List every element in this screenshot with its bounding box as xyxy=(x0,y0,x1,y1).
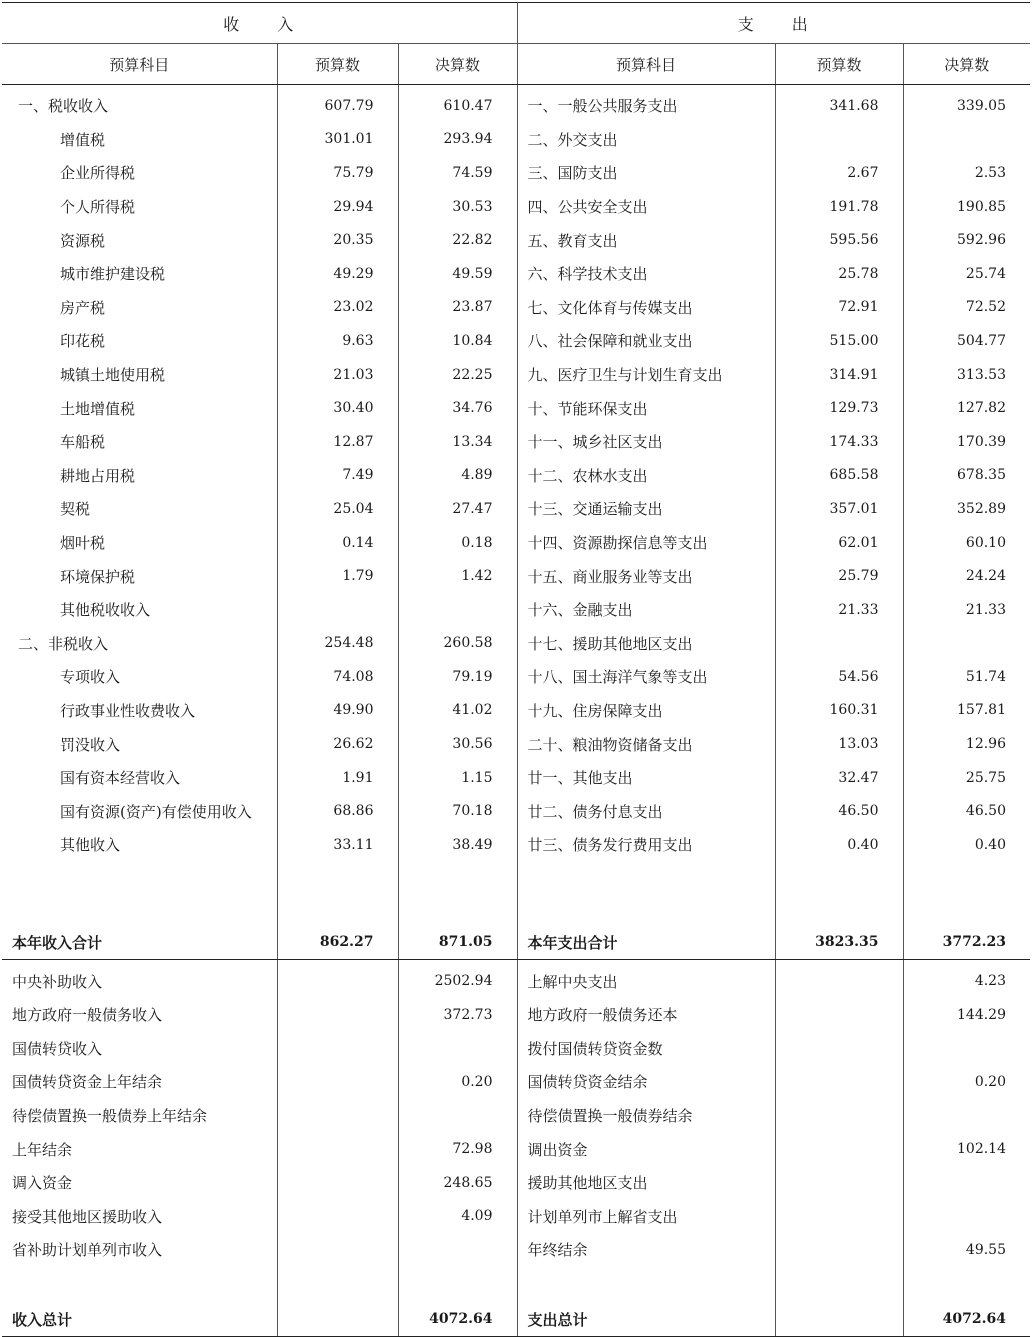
expense-item-label: 十五、商业服务业等支出 xyxy=(517,559,775,593)
income-budget-value: 26.62 xyxy=(277,727,398,761)
income-budget-value: 9.63 xyxy=(277,324,398,358)
table-row xyxy=(2,324,1030,358)
grand-income-total-final: 4072.64 xyxy=(398,1303,517,1337)
expense-final-value: 21.33 xyxy=(965,601,1006,618)
income-final-value: 22.25 xyxy=(398,358,517,392)
income-budget-value xyxy=(277,1031,398,1065)
income-group-header: 收 入 xyxy=(2,3,517,44)
income-item-label: 调入资金 xyxy=(2,1166,277,1200)
expense-budget-value xyxy=(775,1199,903,1233)
expense-budget-value xyxy=(775,1065,903,1099)
income-final-value: 30.53 xyxy=(398,190,517,224)
income-item-label: 增值税 xyxy=(2,123,277,157)
year-income-total-budget: 862.27 xyxy=(277,926,398,960)
expense-budget-value xyxy=(775,1166,903,1200)
expense-final-value: 102.14 xyxy=(957,1141,1006,1158)
expense-item-label: 上解中央支出 xyxy=(517,960,775,998)
expense-item-label: 一、一般公共服务支出 xyxy=(517,85,775,123)
income-budget-value xyxy=(277,593,398,627)
year-expense-total-budget: 3823.35 xyxy=(775,926,903,960)
table-row xyxy=(2,459,1030,493)
year-total-section xyxy=(2,862,1030,960)
expense-final-value xyxy=(903,1099,1030,1133)
table-row xyxy=(2,190,1030,224)
income-final-value: 38.49 xyxy=(398,828,517,862)
income-budget-value: 29.94 xyxy=(277,190,398,224)
table-row xyxy=(2,998,1030,1032)
expense-item-label: 调出资金 xyxy=(517,1132,775,1166)
expense-budget-value: 32.47 xyxy=(775,761,903,795)
expense-final-value: 51.74 xyxy=(965,668,1006,685)
income-final-value: 41.02 xyxy=(398,694,517,728)
expense-item-label: 十一、城乡社区支出 xyxy=(517,425,775,459)
expense-item-label: 十三、交通运输支出 xyxy=(517,492,775,526)
expense-budget-value xyxy=(775,123,903,157)
expense-item-label: 九、医疗卫生与计划生育支出 xyxy=(517,358,775,392)
expense-budget-value: 357.01 xyxy=(775,492,903,526)
income-final-value xyxy=(398,1031,517,1065)
table-row xyxy=(2,960,1030,998)
income-budget-value: 254.48 xyxy=(277,627,398,661)
year-income-total-label: 本年收入合计 xyxy=(2,926,277,960)
table-row xyxy=(2,1166,1030,1200)
expense-final-value: 190.85 xyxy=(957,198,1006,215)
table-row xyxy=(2,391,1030,425)
expense-item-label: 三、国防支出 xyxy=(517,156,775,190)
budget-table xyxy=(2,2,1030,1337)
expense-final-value xyxy=(903,1031,1030,1065)
grand-total-row xyxy=(2,1303,1030,1337)
income-budget-value: 74.08 xyxy=(277,660,398,694)
income-item-label: 国债转贷资金上年结余 xyxy=(2,1065,277,1099)
income-budget-value: 33.11 xyxy=(277,828,398,862)
income-item-label: 一、税收收入 xyxy=(2,85,277,123)
expense-budget-value: 515.00 xyxy=(775,324,903,358)
table-row xyxy=(2,123,1030,157)
expense-item-label: 十八、国土海洋气象等支出 xyxy=(517,660,775,694)
expense-budget-value xyxy=(775,1099,903,1133)
grand-total-section xyxy=(2,1267,1030,1337)
expense-item-label: 地方政府一般债务还本 xyxy=(517,998,775,1032)
income-final-value: 23.87 xyxy=(398,291,517,325)
income-budget-value: 0.14 xyxy=(277,526,398,560)
income-budget-header: 预算数 xyxy=(277,44,398,85)
income-final-value: 1.42 xyxy=(398,559,517,593)
expense-budget-value xyxy=(775,1031,903,1065)
income-final-value: 34.76 xyxy=(398,391,517,425)
income-budget-value: 23.02 xyxy=(277,291,398,325)
income-final-value: 260.58 xyxy=(398,627,517,661)
income-item-label: 烟叶税 xyxy=(2,526,277,560)
expense-item-label: 拨付国债转贷资金数 xyxy=(517,1031,775,1065)
table-row xyxy=(2,794,1030,828)
income-item-label: 国债转贷收入 xyxy=(2,1031,277,1065)
expense-budget-value xyxy=(775,1233,903,1267)
income-final-value xyxy=(398,593,517,627)
income-item-label: 其他税收收入 xyxy=(2,593,277,627)
table-row xyxy=(2,1031,1030,1065)
year-expense-total-final: 3772.23 xyxy=(903,926,1030,960)
table-row xyxy=(2,1065,1030,1099)
income-budget-value: 49.29 xyxy=(277,257,398,291)
expense-final-value: 12.96 xyxy=(965,736,1006,753)
income-final-value: 248.65 xyxy=(398,1166,517,1200)
income-budget-value xyxy=(277,1233,398,1267)
expense-budget-value: 174.33 xyxy=(775,425,903,459)
income-item-label: 房产税 xyxy=(2,291,277,325)
table-row xyxy=(2,627,1030,661)
income-final-value xyxy=(398,1233,517,1267)
table-row xyxy=(2,593,1030,627)
expense-final-value xyxy=(903,1166,1030,1200)
income-item-label: 耕地占用税 xyxy=(2,459,277,493)
income-budget-value: 607.79 xyxy=(277,85,398,123)
income-item-label: 上年结余 xyxy=(2,1132,277,1166)
table-row xyxy=(2,358,1030,392)
income-budget-value: 1.91 xyxy=(277,761,398,795)
expense-final-header: 决算数 xyxy=(903,44,1030,85)
table-row xyxy=(2,425,1030,459)
income-budget-value xyxy=(277,1065,398,1099)
expense-final-value: 4.23 xyxy=(974,973,1006,990)
expense-item-label: 八、社会保障和就业支出 xyxy=(517,324,775,358)
expense-final-value: 127.82 xyxy=(957,400,1006,417)
expense-final-value: 592.96 xyxy=(957,232,1006,249)
table-row xyxy=(2,1233,1030,1267)
expense-budget-value xyxy=(775,627,903,661)
income-item-label: 个人所得税 xyxy=(2,190,277,224)
expense-final-value: 24.24 xyxy=(965,568,1006,585)
income-item-label: 专项收入 xyxy=(2,660,277,694)
income-final-value: 74.59 xyxy=(398,156,517,190)
income-budget-value: 21.03 xyxy=(277,358,398,392)
income-final-value: 372.73 xyxy=(398,998,517,1032)
income-item-label: 企业所得税 xyxy=(2,156,277,190)
table-row xyxy=(2,559,1030,593)
table-row xyxy=(2,156,1030,190)
expense-budget-value: 2.67 xyxy=(775,156,903,190)
expense-item-label: 廿二、债务付息支出 xyxy=(517,794,775,828)
income-budget-value: 68.86 xyxy=(277,794,398,828)
expense-item-label: 国债转贷资金结余 xyxy=(517,1065,775,1099)
income-budget-value: 30.40 xyxy=(277,391,398,425)
expense-item-label: 待偿债置换一般债券结余 xyxy=(517,1099,775,1133)
expense-final-value: 46.50 xyxy=(965,803,1006,820)
income-item-label: 其他收入 xyxy=(2,828,277,862)
expense-budget-value: 25.79 xyxy=(775,559,903,593)
expense-final-value: 144.29 xyxy=(957,1006,1006,1023)
income-budget-value: 20.35 xyxy=(277,223,398,257)
grand-income-total-budget xyxy=(277,1303,398,1337)
income-item-label: 城市维护建设税 xyxy=(2,257,277,291)
expense-item-label: 十七、援助其他地区支出 xyxy=(517,627,775,661)
income-final-value: 27.47 xyxy=(398,492,517,526)
expense-final-value: 339.05 xyxy=(957,97,1006,114)
income-final-value: 10.84 xyxy=(398,324,517,358)
income-item-label: 中央补助收入 xyxy=(2,960,277,998)
table-row xyxy=(2,761,1030,795)
income-final-value: 49.59 xyxy=(398,257,517,291)
table-row xyxy=(2,727,1030,761)
income-item-label: 地方政府一般债务收入 xyxy=(2,998,277,1032)
grand-expense-total-label: 支出总计 xyxy=(517,1303,775,1337)
income-final-value: 0.18 xyxy=(398,526,517,560)
income-final-value: 79.19 xyxy=(398,660,517,694)
expense-item-label: 十二、农林水支出 xyxy=(517,459,775,493)
income-item-label: 罚没收入 xyxy=(2,727,277,761)
income-final-value: 0.20 xyxy=(398,1065,517,1099)
expense-final-value xyxy=(903,627,1030,661)
income-final-value: 610.47 xyxy=(398,85,517,123)
expense-final-value: 504.77 xyxy=(957,332,1006,349)
expense-budget-value: 0.40 xyxy=(775,828,903,862)
income-item-label: 城镇土地使用税 xyxy=(2,358,277,392)
expense-budget-value: 54.56 xyxy=(775,660,903,694)
expense-budget-value: 72.91 xyxy=(775,291,903,325)
expense-item-label: 七、文化体育与传媒支出 xyxy=(517,291,775,325)
grand-expense-total-final: 4072.64 xyxy=(903,1303,1030,1337)
income-budget-value xyxy=(277,960,398,998)
expense-final-value: 0.20 xyxy=(974,1073,1006,1090)
income-item-label: 国有资本经营收入 xyxy=(2,761,277,795)
expense-item-label: 廿三、债务发行费用支出 xyxy=(517,828,775,862)
expense-budget-header: 预算数 xyxy=(775,44,903,85)
income-final-value: 22.82 xyxy=(398,223,517,257)
income-final-value: 4.09 xyxy=(398,1199,517,1233)
income-item-label: 车船税 xyxy=(2,425,277,459)
income-item-label: 印花税 xyxy=(2,324,277,358)
income-item-label: 省补助计划单列市收入 xyxy=(2,1233,277,1267)
expense-item-label: 十、节能环保支出 xyxy=(517,391,775,425)
income-budget-value xyxy=(277,998,398,1032)
expense-budget-value: 62.01 xyxy=(775,526,903,560)
spacer-row xyxy=(2,862,1030,926)
expense-budget-value: 129.73 xyxy=(775,391,903,425)
expense-final-value: 2.53 xyxy=(974,164,1006,181)
expense-final-value xyxy=(903,123,1030,157)
expense-final-value: 25.74 xyxy=(965,265,1006,282)
table-row xyxy=(2,492,1030,526)
expense-item-label: 年终结余 xyxy=(517,1233,775,1267)
income-budget-value: 12.87 xyxy=(277,425,398,459)
income-final-value: 70.18 xyxy=(398,794,517,828)
table-row xyxy=(2,1132,1030,1166)
table-row xyxy=(2,85,1030,123)
table-row xyxy=(2,694,1030,728)
table-row xyxy=(2,660,1030,694)
income-item-header: 预算科目 xyxy=(2,44,277,85)
income-final-value: 4.89 xyxy=(398,459,517,493)
spacer-row xyxy=(2,1267,1030,1303)
table-row xyxy=(2,223,1030,257)
column-header-row xyxy=(2,44,1030,85)
income-item-label: 行政事业性收费收入 xyxy=(2,694,277,728)
expense-final-value: 313.53 xyxy=(957,366,1006,383)
expense-budget-value: 595.56 xyxy=(775,223,903,257)
expense-item-label: 援助其他地区支出 xyxy=(517,1166,775,1200)
expense-final-value xyxy=(903,1199,1030,1233)
income-item-label: 环境保护税 xyxy=(2,559,277,593)
expense-final-value: 678.35 xyxy=(957,467,1006,484)
income-item-label: 资源税 xyxy=(2,223,277,257)
income-budget-value: 7.49 xyxy=(277,459,398,493)
expense-budget-value: 21.33 xyxy=(775,593,903,627)
grand-expense-total-budget xyxy=(775,1303,903,1337)
expense-budget-value: 46.50 xyxy=(775,794,903,828)
expense-item-label: 十四、资源勘探信息等支出 xyxy=(517,526,775,560)
income-item-label: 待偿债置换一般债券上年结余 xyxy=(2,1099,277,1133)
income-budget-value xyxy=(277,1099,398,1133)
income-final-value: 293.94 xyxy=(398,123,517,157)
expense-budget-value: 25.78 xyxy=(775,257,903,291)
income-budget-value: 75.79 xyxy=(277,156,398,190)
expense-final-value: 0.40 xyxy=(974,836,1006,853)
expense-budget-value xyxy=(775,1132,903,1166)
expense-item-label: 计划单列市上解省支出 xyxy=(517,1199,775,1233)
income-final-value: 30.56 xyxy=(398,727,517,761)
expense-budget-value: 13.03 xyxy=(775,727,903,761)
table-row xyxy=(2,1099,1030,1133)
main-rows xyxy=(2,85,1030,862)
income-final-header: 决算数 xyxy=(398,44,517,85)
expense-item-label: 二、外交支出 xyxy=(517,123,775,157)
table-row xyxy=(2,828,1030,862)
expense-item-label: 五、教育支出 xyxy=(517,223,775,257)
income-budget-value: 25.04 xyxy=(277,492,398,526)
expense-final-value: 157.81 xyxy=(957,702,1006,719)
expense-final-value: 170.39 xyxy=(957,433,1006,450)
income-final-value: 72.98 xyxy=(398,1132,517,1166)
expense-item-label: 十九、住房保障支出 xyxy=(517,694,775,728)
income-item-label: 契税 xyxy=(2,492,277,526)
expense-final-value: 60.10 xyxy=(965,534,1006,551)
table-row xyxy=(2,526,1030,560)
expense-item-header: 预算科目 xyxy=(517,44,775,85)
expense-final-value: 25.75 xyxy=(965,769,1006,786)
expense-budget-value xyxy=(775,998,903,1032)
income-budget-value: 301.01 xyxy=(277,123,398,157)
expense-budget-value: 160.31 xyxy=(775,694,903,728)
year-total-row xyxy=(2,926,1030,960)
group-header-row xyxy=(2,3,1030,44)
expense-item-label: 廿一、其他支出 xyxy=(517,761,775,795)
expense-budget-value: 191.78 xyxy=(775,190,903,224)
income-final-value: 1.15 xyxy=(398,761,517,795)
income-budget-value: 1.79 xyxy=(277,559,398,593)
income-final-value: 2502.94 xyxy=(398,960,517,998)
expense-item-label: 十六、金融支出 xyxy=(517,593,775,627)
extra-rows xyxy=(2,960,1030,1267)
expense-item-label: 二十、粮油物资储备支出 xyxy=(517,727,775,761)
income-budget-value xyxy=(277,1199,398,1233)
grand-income-total-label: 收入总计 xyxy=(2,1303,277,1337)
income-final-value xyxy=(398,1099,517,1133)
year-income-total-final: 871.05 xyxy=(398,926,517,960)
income-budget-value xyxy=(277,1166,398,1200)
income-item-label: 接受其他地区援助收入 xyxy=(2,1199,277,1233)
expense-final-value: 72.52 xyxy=(965,299,1006,316)
income-final-value: 13.34 xyxy=(398,425,517,459)
table-row xyxy=(2,1199,1030,1233)
table-row xyxy=(2,291,1030,325)
expense-budget-value: 314.91 xyxy=(775,358,903,392)
expense-group-header: 支 出 xyxy=(517,3,1030,44)
income-budget-value: 49.90 xyxy=(277,694,398,728)
income-budget-value xyxy=(277,1132,398,1166)
income-item-label: 土地增值税 xyxy=(2,391,277,425)
year-expense-total-label: 本年支出合计 xyxy=(517,926,775,960)
income-item-label: 国有资源(资产)有偿使用收入 xyxy=(2,794,277,828)
expense-final-value: 352.89 xyxy=(957,500,1006,517)
expense-budget-value: 341.68 xyxy=(775,85,903,123)
expense-item-label: 六、科学技术支出 xyxy=(517,257,775,291)
expense-budget-value: 685.58 xyxy=(775,459,903,493)
expense-item-label: 四、公共安全支出 xyxy=(517,190,775,224)
expense-budget-value xyxy=(775,960,903,998)
expense-final-value: 49.55 xyxy=(965,1241,1006,1258)
income-item-label: 二、非税收入 xyxy=(2,627,277,661)
table-row xyxy=(2,257,1030,291)
